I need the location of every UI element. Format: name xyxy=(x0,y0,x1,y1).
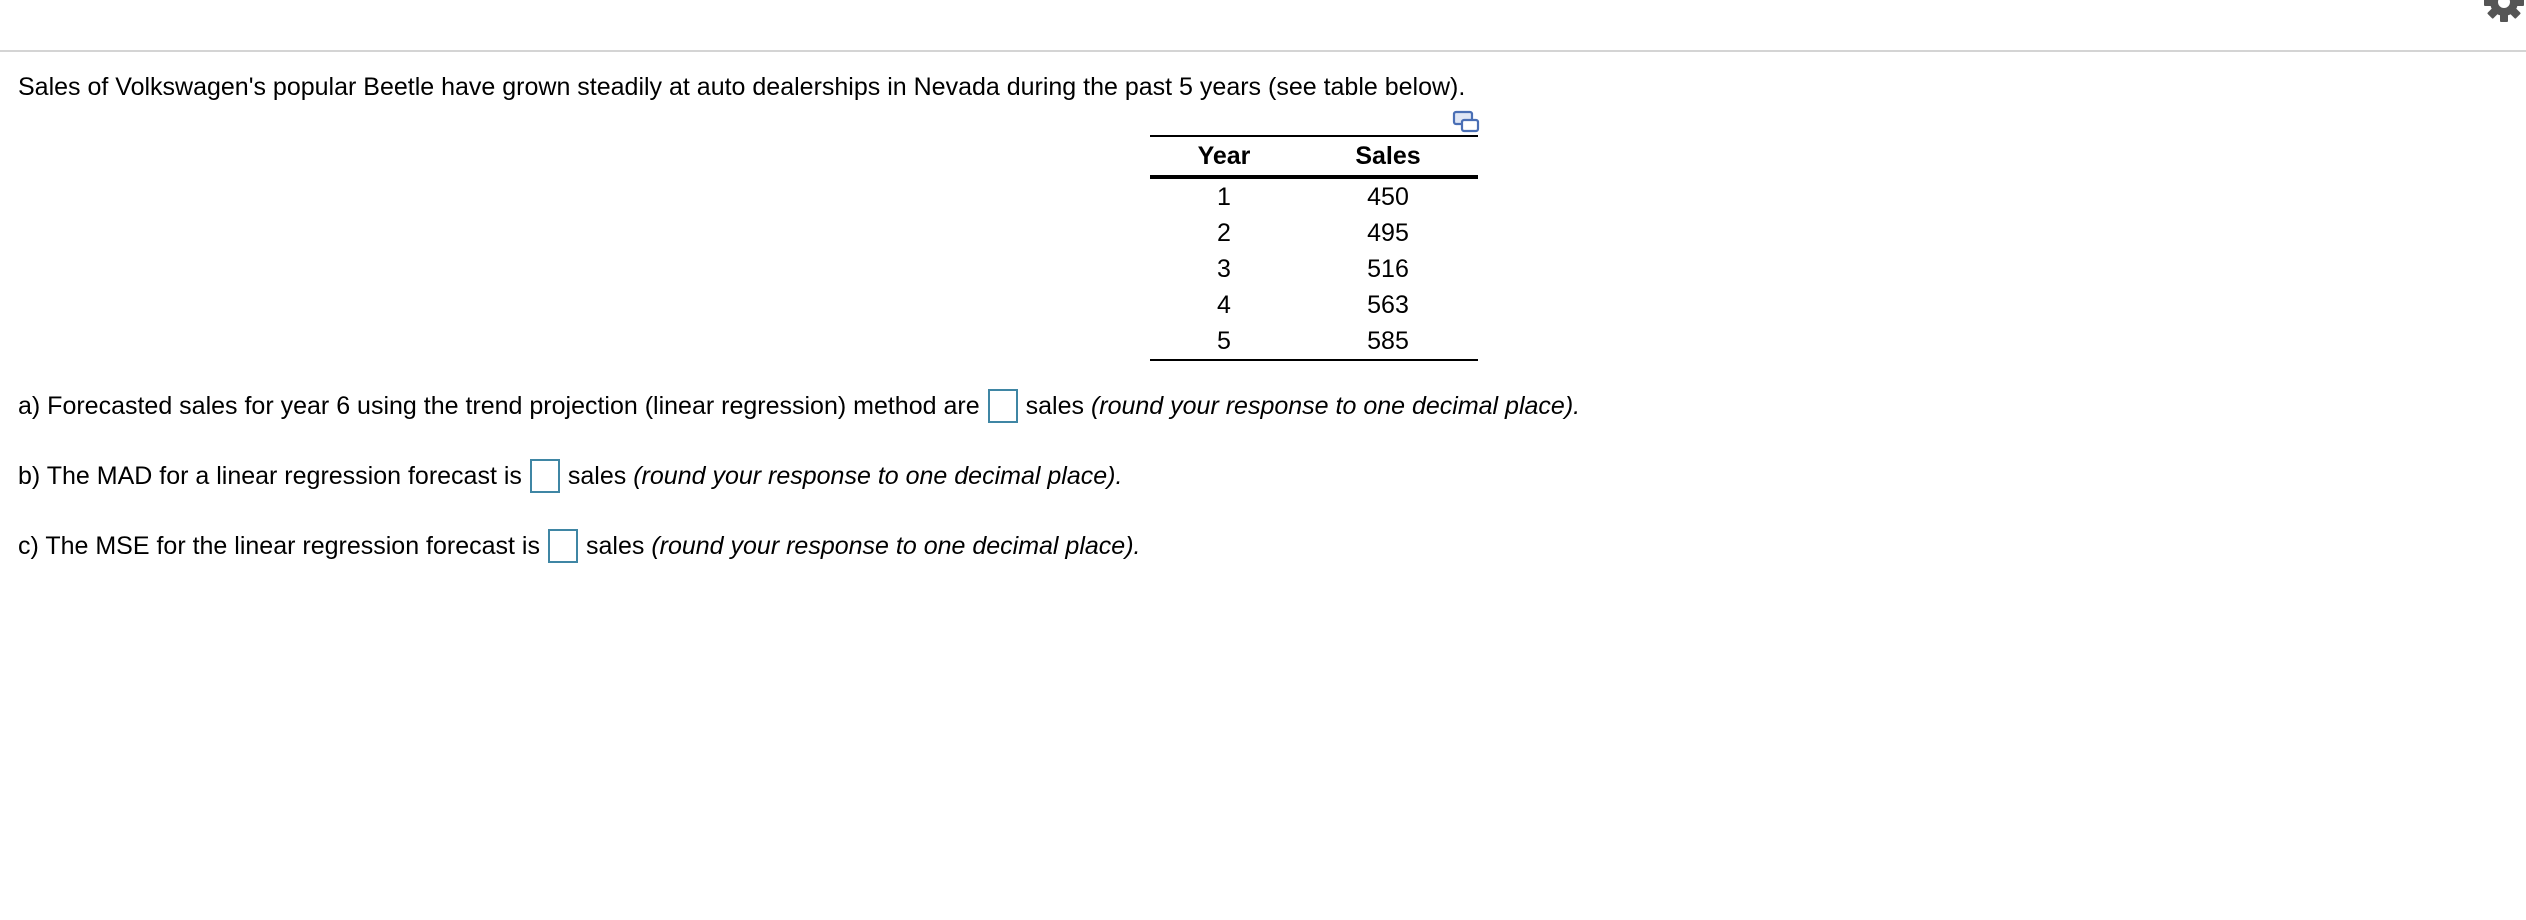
table-row xyxy=(1150,287,1478,323)
sales-cell: 585 xyxy=(1367,327,1409,355)
table-row xyxy=(1150,323,1478,360)
sales-cell: 516 xyxy=(1367,255,1409,283)
question-a-text: a) Forecasted sales for year 6 using the trend projection (linear regression) method are xyxy=(18,392,980,420)
sales-cell: 450 xyxy=(1367,183,1409,211)
mse-input[interactable] xyxy=(548,529,578,563)
column-header-sales: Sales xyxy=(1298,136,1478,177)
year-cell: 2 xyxy=(1217,219,1231,247)
question-c xyxy=(18,526,1140,566)
mad-input[interactable] xyxy=(530,459,560,493)
sales-cell: 563 xyxy=(1367,291,1409,319)
question-a-note: (round your response to one decimal place). xyxy=(1090,392,1581,420)
question-c-note: (round your response to one decimal place). xyxy=(651,532,1141,560)
problem-statement: Sales of Volkswagen's popular Beetle have grown steadily at auto dealerships in Nevada during the past 5 years (see table below). xyxy=(18,73,1466,101)
year-cell: 1 xyxy=(1217,183,1231,211)
question-b xyxy=(18,456,1122,496)
table-header-row xyxy=(1150,136,1478,177)
forecast-year6-input[interactable] xyxy=(988,389,1018,423)
year-cell: 3 xyxy=(1217,255,1231,283)
gear-icon[interactable] xyxy=(2482,0,2526,24)
question-b-unit: sales xyxy=(567,462,627,490)
question-b-text: b) The MAD for a linear regression forecast is xyxy=(18,462,522,490)
question-c-unit: sales xyxy=(585,532,645,560)
top-bar xyxy=(0,0,2526,52)
column-header-year: Year xyxy=(1150,136,1298,177)
year-cell: 4 xyxy=(1217,291,1231,319)
question-c-text: c) The MSE for the linear regression forecast is xyxy=(18,532,540,560)
year-cell: 5 xyxy=(1217,327,1231,355)
table-row xyxy=(1150,177,1478,215)
table-row xyxy=(1150,251,1478,287)
table-row xyxy=(1150,215,1478,251)
popout-icon[interactable] xyxy=(1451,109,1481,135)
sales-cell: 495 xyxy=(1367,219,1409,247)
question-a xyxy=(18,386,1580,426)
question-b-note: (round your response to one decimal place). xyxy=(633,462,1123,490)
sales-table xyxy=(1150,135,1478,361)
question-a-unit: sales xyxy=(1025,392,1084,420)
